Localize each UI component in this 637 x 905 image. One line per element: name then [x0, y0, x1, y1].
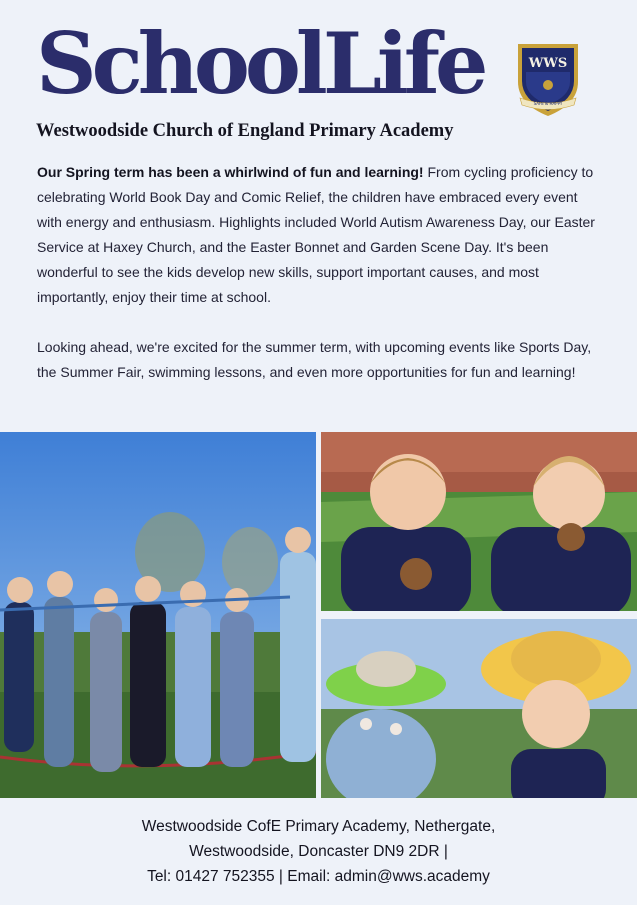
school-name: Westwoodside Church of England Primary Academy — [36, 121, 454, 141]
photo-boys-eating-cakes — [321, 432, 637, 611]
intro-lead-bold: Our Spring term has been a whirlwind of fun and learning! — [37, 164, 424, 180]
intro-lead-rest: From cycling proficiency to celebrating World Book Day and Comic Relief, the children have embraced every event with energy and enthusiasm. Highlights included World Autism Awareness Day, our Easter Service at Haxey Church, and the Easter Bonnet and Garden Scene Day. It's been wonderful to see the kids develop new skills, support important causes, and most importantly, enjoy their time at school. — [37, 164, 595, 305]
school-crest-logo — [512, 38, 584, 118]
intro-text — [37, 160, 601, 410]
footer-contact-line: Tel: 01427 752355 | Email: admin@wws.academy — [147, 868, 490, 885]
photo-children-on-field — [0, 432, 316, 798]
photo-collage — [0, 432, 637, 798]
footer-address-line-2: Westwoodside, Doncaster DN9 2DR | — [189, 843, 448, 860]
masthead — [36, 14, 596, 142]
crest-motto: SAFE & HAPPY — [533, 101, 563, 106]
intro-paragraph-1 — [37, 160, 601, 310]
photo-easter-bonnets — [321, 619, 637, 798]
contact-footer — [0, 814, 637, 889]
crest-initials: WWS — [528, 56, 568, 71]
intro-paragraph-2: Looking ahead, we're excited for the summer term, with upcoming events like Sports Day, the Summer Fair, swimming lessons, and even more opportunities for fun and learning! — [37, 339, 592, 380]
footer-address-line-1: Westwoodside CofE Primary Academy, Nethergate, — [141, 818, 496, 835]
newsletter-title: SchoolLife — [36, 14, 484, 113]
